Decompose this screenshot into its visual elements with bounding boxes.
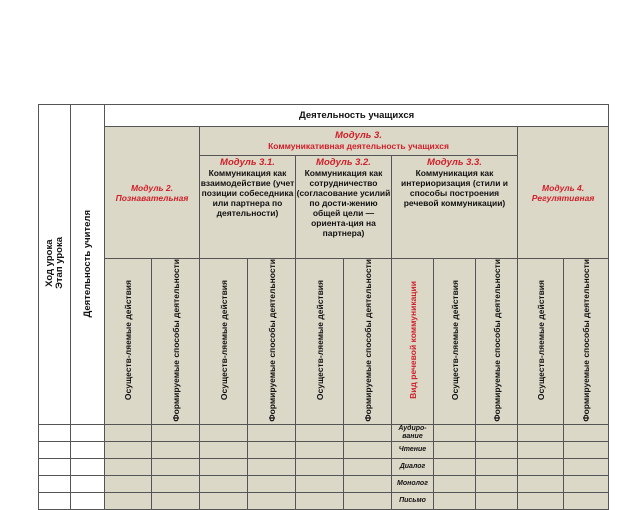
column-header-label: Вид речевой коммуникации [407,281,418,400]
table-cell [200,458,248,475]
table-cell [564,441,609,458]
table-cell [564,475,609,492]
table-cell [71,458,105,475]
speech-type-cell: Письмо [392,492,434,509]
table-cell [39,441,71,458]
module31-text: Коммуникация как взаимодействие (учет позиции собеседника или партнера по деятельности) [200,168,295,218]
table-cell [39,475,71,492]
table-cell [476,458,518,475]
table-row [39,492,609,509]
table-cell [105,492,152,509]
table-cell [39,492,71,509]
column-header-label: Формируемые способы деятельности [266,259,277,422]
table-cell [434,475,476,492]
table-cell [105,475,152,492]
module2-header [105,127,200,259]
module3-title: Модуль 3. [335,130,382,141]
table-cell [564,492,609,509]
table-cell [200,424,248,441]
column-header [200,259,248,425]
table-cell [296,492,344,509]
table-cell [518,475,564,492]
table-row [39,441,609,458]
table-cell [248,441,296,458]
table-cell [71,424,105,441]
table-cell [71,475,105,492]
table-cell [248,458,296,475]
column-header [344,259,392,425]
table-cell [564,458,609,475]
module32-text: Коммуникация как сотрудничество (согласование усилий по дости-жению общей цели — ориента-ция на партнера) [296,168,391,238]
module32-header [296,156,392,259]
column-header-label: Формируемые способы деятельности [170,259,181,422]
table-cell [344,424,392,441]
column-header [248,259,296,425]
module2-title: Модуль 2. [130,182,174,193]
module4-subtitle: Регулятивная [531,192,595,203]
module32-title: Модуль 3.2. [316,157,371,168]
table-cell [296,424,344,441]
lesson-course-header [39,105,71,425]
table-cell [248,492,296,509]
table-cell [344,492,392,509]
module2-subtitle: Познавательная [115,192,189,203]
table-cell [39,424,71,441]
table-cell [518,458,564,475]
table-cell [105,458,152,475]
lesson-stage-label: Этап урока [53,237,65,290]
table-cell [152,424,200,441]
column-header-label: Осуществ-ляемые действия [314,280,325,401]
table-cell [344,475,392,492]
module4-title: Модуль 4. [542,182,585,193]
column-header [105,259,152,425]
module3-subtitle: Коммуникативная деятельность учащихся [268,141,449,151]
table-cell [200,441,248,458]
table-cell [476,492,518,509]
table-cell [518,424,564,441]
module4-header [518,127,609,259]
column-header-label: Осуществ-ляемые действия [218,280,229,401]
speech-type-cell: Монолог [392,475,434,492]
module33-text: Коммуникация как интериоризация (стили и способы построения речевой коммуникации) [400,168,509,208]
table-cell [200,475,248,492]
table-cell [152,492,200,509]
table-row [39,475,609,492]
table-cell [434,492,476,509]
column-header [296,259,344,425]
table-cell [476,475,518,492]
table-cell [105,424,152,441]
table-cell [564,424,609,441]
table-cell [344,441,392,458]
table-cell [434,458,476,475]
table-cell [344,458,392,475]
teacher-activity-label: Деятельность учителя [81,209,93,318]
table-cell [296,458,344,475]
column-header-label: Осуществ-ляемые действия [123,280,133,401]
module31-title: Модуль 3.1. [220,157,275,168]
module33-header [392,156,518,259]
student-activity-header: Деятельность учащихся [105,105,609,127]
module31-header [200,156,296,259]
table-row [39,424,609,441]
speech-type-header [392,259,434,425]
column-header [476,259,518,425]
table-cell [434,441,476,458]
module3-header [200,127,518,156]
table-cell [296,441,344,458]
speech-type-cell: Аудиро-вание [392,424,434,441]
column-header-label: Формируемые способы деятельности [581,259,592,422]
lesson-plan-table [38,104,609,510]
table-row [39,458,609,475]
table-cell [248,424,296,441]
table-cell [200,492,248,509]
table-cell [152,458,200,475]
table-cell [518,492,564,509]
table-cell [248,475,296,492]
table-cell [518,441,564,458]
column-header [152,259,200,425]
column-header-label: Формируемые способы деятельности [362,259,373,422]
table-cell [476,441,518,458]
column-header-label: Осуществ-ляемые действия [535,280,546,401]
column-header-label: Осуществ-ляемые действия [449,280,460,401]
speech-type-cell: Диалог [392,458,434,475]
column-header-label: Формируемые способы деятельности [491,259,502,422]
module33-title: Модуль 3.3. [427,157,482,168]
speech-type-cell: Чтение [392,441,434,458]
teacher-activity-header [71,105,105,425]
table-cell [71,492,105,509]
column-header [434,259,476,425]
table-cell [39,458,71,475]
table-cell [105,441,152,458]
table-cell [434,424,476,441]
column-header [518,259,564,425]
table-cell [296,475,344,492]
table-cell [152,475,200,492]
table-cell [152,441,200,458]
column-header [564,259,609,425]
lesson-course-label: Ход урока [43,239,55,288]
table-cell [71,441,105,458]
table-cell [476,424,518,441]
